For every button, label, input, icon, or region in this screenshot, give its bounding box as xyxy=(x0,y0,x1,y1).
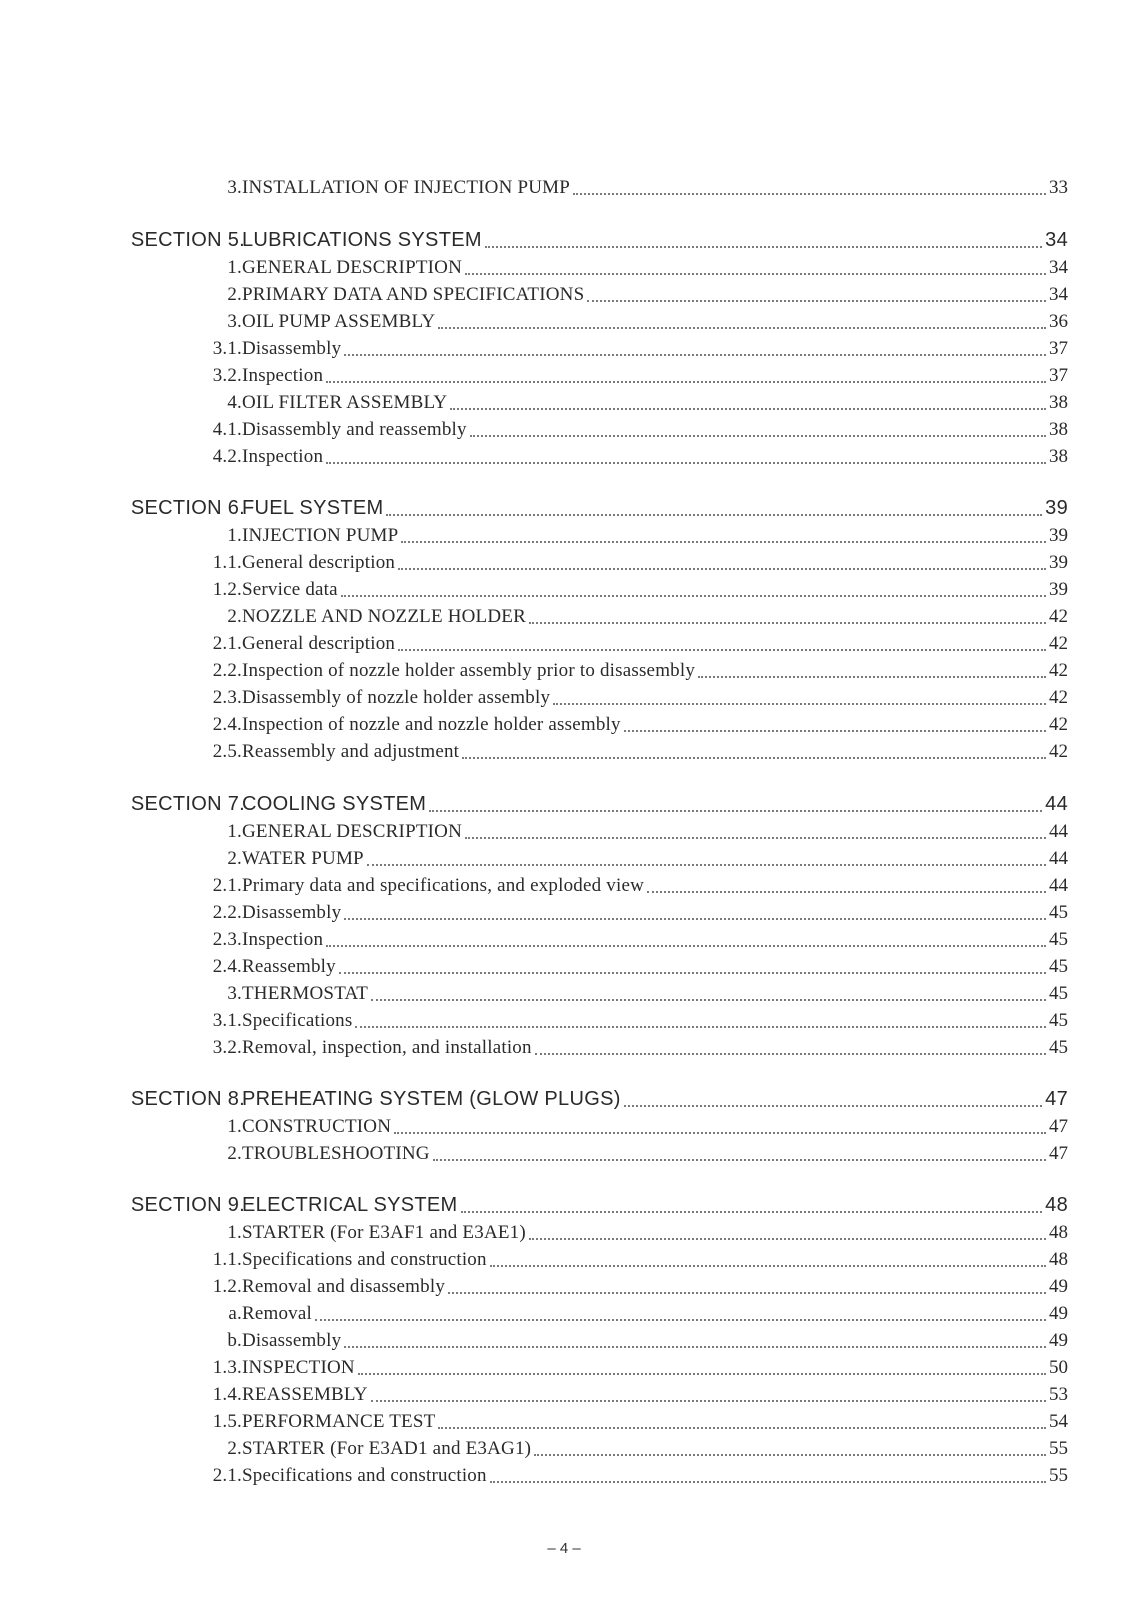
toc-section-heading xyxy=(0,497,1128,523)
toc-entry-number: 1.3. xyxy=(212,1357,242,1378)
toc-entry-title: CONSTRUCTION xyxy=(242,1116,392,1137)
toc-entry-body xyxy=(242,1194,1068,1217)
dot-leader xyxy=(490,1481,1046,1483)
toc-entry-page: 45 xyxy=(1049,956,1068,977)
toc-entry-number: 2. xyxy=(227,1438,242,1459)
toc-entry-body xyxy=(242,1276,1068,1298)
toc-entry-page: 34 xyxy=(1045,229,1068,251)
dot-leader xyxy=(462,757,1046,759)
toc-entry-title: ELECTRICAL SYSTEM xyxy=(242,1194,458,1216)
dot-leader xyxy=(465,837,1046,839)
dot-leader xyxy=(647,891,1046,893)
toc-entry-body xyxy=(242,821,1068,843)
dot-leader xyxy=(344,918,1046,920)
toc-entry-number: 1. xyxy=(227,821,242,842)
toc-entry-number: 1.1. xyxy=(212,552,242,573)
toc-entry xyxy=(0,1221,1128,1247)
toc-entry-title: Removal and disassembly xyxy=(242,1276,446,1297)
toc-entry xyxy=(0,901,1128,927)
toc-entry-title: STARTER (For E3AF1 and E3AE1) xyxy=(242,1222,526,1243)
toc-entry-body xyxy=(242,741,1068,763)
toc-entry-page: 42 xyxy=(1049,714,1068,735)
toc-entry-page: 49 xyxy=(1049,1330,1068,1351)
toc-entry xyxy=(0,874,1128,900)
toc-entry-title: INSTALLATION OF INJECTION PUMP xyxy=(242,177,571,198)
toc-entry-body xyxy=(242,687,1068,709)
toc-entry xyxy=(0,1115,1128,1141)
toc-entry xyxy=(0,1248,1128,1274)
dot-leader xyxy=(573,193,1046,195)
toc-entry-page: 39 xyxy=(1045,497,1068,519)
dot-leader xyxy=(433,1159,1046,1161)
toc-entry-body xyxy=(242,284,1068,306)
toc-entry-page: 54 xyxy=(1049,1411,1068,1432)
toc-section-heading xyxy=(0,1088,1128,1114)
toc-entry-number: 1.1. xyxy=(212,1249,242,1270)
toc-entry-title: PERFORMANCE TEST xyxy=(242,1411,436,1432)
toc-entry-body xyxy=(242,1411,1068,1433)
toc-entry-page: 33 xyxy=(1049,177,1068,198)
toc-entry-title: FUEL SYSTEM xyxy=(242,497,384,519)
toc-entry-number: 2. xyxy=(227,284,242,305)
toc-entry-page: 44 xyxy=(1045,793,1068,815)
toc-entry-body xyxy=(242,419,1068,441)
toc-entry-number: 3. xyxy=(227,177,242,198)
toc-entry-number: b. xyxy=(227,1330,242,1351)
toc-entry-title: Inspection xyxy=(242,929,324,950)
toc-entry-page: 42 xyxy=(1049,741,1068,762)
toc-entry-number: 2.3. xyxy=(212,929,242,950)
page-number-footer: – 4 – xyxy=(547,1540,581,1557)
toc-entry-body xyxy=(242,1037,1068,1059)
toc-entry-number: 1. xyxy=(227,525,242,546)
dot-leader xyxy=(344,354,1046,356)
toc-entry-body xyxy=(242,902,1068,924)
toc-entry-title: Inspection xyxy=(242,365,324,386)
toc-entry-body xyxy=(242,1222,1068,1244)
toc-entry xyxy=(0,1410,1128,1436)
toc-entry xyxy=(0,1437,1128,1463)
toc-entry xyxy=(0,928,1128,954)
toc-entry-title: THERMOSTAT xyxy=(242,983,369,1004)
toc-entry-number: 1. xyxy=(227,1116,242,1137)
toc-entry-body xyxy=(242,525,1068,547)
toc-entry-number: 3. xyxy=(227,983,242,1004)
toc-entry-title: General description xyxy=(242,633,396,654)
toc-entry-body xyxy=(242,714,1068,736)
dot-leader xyxy=(341,595,1046,597)
dot-leader xyxy=(429,810,1042,812)
toc-entry-number: 3.1. xyxy=(212,338,242,359)
dot-leader xyxy=(398,568,1046,570)
toc-entry-number: 2.4. xyxy=(212,714,242,735)
toc-entry-number: 3.2. xyxy=(212,365,242,386)
toc-entry-body xyxy=(242,1465,1068,1487)
toc-entry-body xyxy=(242,1384,1068,1406)
dot-leader xyxy=(529,622,1046,624)
toc-entry-body xyxy=(242,633,1068,655)
toc-entry-number: 2.3. xyxy=(212,687,242,708)
toc-entry-body xyxy=(242,311,1068,333)
dot-leader xyxy=(371,999,1046,1001)
toc-entry xyxy=(0,551,1128,577)
toc-entry-title: STARTER (For E3AD1 and E3AG1) xyxy=(242,1438,532,1459)
toc-entry xyxy=(0,847,1128,873)
toc-section-heading xyxy=(0,793,1128,819)
toc-entry xyxy=(0,982,1128,1008)
toc-entry-page: 42 xyxy=(1049,687,1068,708)
toc-entry-body xyxy=(242,1303,1068,1325)
dot-leader xyxy=(553,703,1046,705)
dot-leader xyxy=(398,649,1046,651)
toc-entry-title: TROUBLESHOOTING xyxy=(242,1143,430,1164)
toc-entry-page: 48 xyxy=(1049,1249,1068,1270)
dot-leader xyxy=(326,945,1046,947)
toc-entry-title: Specifications and construction xyxy=(242,1249,487,1270)
dot-leader xyxy=(461,1211,1043,1213)
toc-entry-title: Disassembly and reassembly xyxy=(242,419,467,440)
toc-entry xyxy=(0,820,1128,846)
dot-leader xyxy=(394,1132,1046,1134)
toc-entry-page: 44 xyxy=(1049,848,1068,869)
toc-entry xyxy=(0,1302,1128,1328)
toc-entry-body xyxy=(242,1088,1068,1111)
dot-leader xyxy=(438,1427,1046,1429)
toc-entry-title: Removal xyxy=(242,1303,312,1324)
toc-entry-number: SECTION 5. xyxy=(130,229,245,251)
toc-entry xyxy=(0,659,1128,685)
toc-entry-number: 3.1. xyxy=(212,1010,242,1031)
toc-section-heading xyxy=(0,229,1128,255)
toc-entry-number: 3. xyxy=(227,311,242,332)
toc-entry-title: NOZZLE AND NOZZLE HOLDER xyxy=(242,606,526,627)
toc-entry-body xyxy=(242,229,1068,252)
toc-entry-number: 2.2. xyxy=(212,902,242,923)
toc-entry-body xyxy=(242,446,1068,468)
dot-leader xyxy=(386,514,1042,516)
toc-entry xyxy=(0,391,1128,417)
toc-entry-body xyxy=(242,1249,1068,1271)
dot-leader xyxy=(529,1238,1046,1240)
toc-entry xyxy=(0,1356,1128,1382)
toc-entry-page: 38 xyxy=(1049,446,1068,467)
toc-entry-page: 42 xyxy=(1049,660,1068,681)
toc-entry-page: 38 xyxy=(1049,419,1068,440)
toc-entry-page: 45 xyxy=(1049,1037,1068,1058)
toc-entry-page: 55 xyxy=(1049,1438,1068,1459)
toc-entry-page: 44 xyxy=(1049,875,1068,896)
toc-entry-title: INSPECTION xyxy=(242,1357,355,1378)
dot-leader xyxy=(401,541,1046,543)
dot-leader xyxy=(587,300,1046,302)
toc-entry-number: 4.1. xyxy=(212,419,242,440)
toc-entry xyxy=(0,1036,1128,1062)
toc-entry-body xyxy=(242,338,1068,360)
dot-leader xyxy=(535,1053,1046,1055)
toc-entry xyxy=(0,955,1128,981)
toc-entry-title: REASSEMBLY xyxy=(242,1384,368,1405)
dot-leader xyxy=(355,1026,1046,1028)
toc-entry-page: 39 xyxy=(1049,552,1068,573)
toc-entry-number: 2. xyxy=(227,848,242,869)
toc-entry xyxy=(0,256,1128,282)
toc-entry xyxy=(0,605,1128,631)
dot-leader xyxy=(344,1346,1046,1348)
toc-entry-title: INJECTION PUMP xyxy=(242,525,399,546)
dot-leader xyxy=(624,730,1046,732)
toc-entry-page: 37 xyxy=(1049,338,1068,359)
dot-leader xyxy=(485,246,1042,248)
toc-entry-number: SECTION 9. xyxy=(130,1194,245,1216)
dot-leader xyxy=(438,327,1046,329)
dot-leader xyxy=(698,676,1046,678)
toc-entry-body xyxy=(242,1010,1068,1032)
toc-entry-title: OIL FILTER ASSEMBLY xyxy=(242,392,448,413)
toc-entry-page: 38 xyxy=(1049,392,1068,413)
toc-entry-body xyxy=(242,579,1068,601)
toc-entry-number: 1. xyxy=(227,1222,242,1243)
toc-entry-number: 3.2. xyxy=(212,1037,242,1058)
toc-entry xyxy=(0,1464,1128,1490)
toc-entry-body xyxy=(242,1116,1068,1138)
toc-entry xyxy=(0,1009,1128,1035)
dot-leader xyxy=(326,462,1046,464)
toc-entry-body xyxy=(242,1357,1068,1379)
toc-entry xyxy=(0,337,1128,363)
toc-entry-number: 2. xyxy=(227,1143,242,1164)
toc-entry-body xyxy=(242,365,1068,387)
toc-entry-body xyxy=(242,929,1068,951)
toc-entry-page: 39 xyxy=(1049,525,1068,546)
toc-entry-number: 2.1. xyxy=(212,1465,242,1486)
toc-entry-page: 34 xyxy=(1049,257,1068,278)
toc-entry-body xyxy=(242,257,1068,279)
toc-entry-body xyxy=(242,660,1068,682)
toc-entry-page: 47 xyxy=(1045,1088,1068,1110)
toc-entry-title: Disassembly xyxy=(242,338,342,359)
toc-entry-number: 1.5. xyxy=(212,1411,242,1432)
toc-entry xyxy=(0,524,1128,550)
toc-entry-body xyxy=(242,497,1068,520)
toc-entry-body xyxy=(242,552,1068,574)
toc-entry xyxy=(0,1329,1128,1355)
dot-leader xyxy=(326,381,1046,383)
toc-entry-page: 45 xyxy=(1049,902,1068,923)
toc-entry-page: 49 xyxy=(1049,1276,1068,1297)
toc-entry-number: 2.2. xyxy=(212,660,242,681)
dot-leader xyxy=(448,1292,1046,1294)
toc-entry-page: 47 xyxy=(1049,1116,1068,1137)
toc-entry xyxy=(0,1383,1128,1409)
toc-entry xyxy=(0,176,1128,202)
toc-entry-title: Disassembly xyxy=(242,902,342,923)
toc-entry-title: GENERAL DESCRIPTION xyxy=(242,821,463,842)
toc-entry-page: 45 xyxy=(1049,1010,1068,1031)
toc-entry-page: 47 xyxy=(1049,1143,1068,1164)
toc-entry-body xyxy=(242,956,1068,978)
toc-entry xyxy=(0,740,1128,766)
toc-entry-number: 1. xyxy=(227,257,242,278)
toc-entry-page: 45 xyxy=(1049,983,1068,1004)
toc-entry-title: Inspection of nozzle and nozzle holder assembly xyxy=(242,714,621,735)
toc-entry-title: Service data xyxy=(242,579,338,600)
toc-entry-title: Primary data and specifications, and exploded view xyxy=(242,875,645,896)
toc-entry xyxy=(0,1142,1128,1168)
toc-entry-body xyxy=(242,606,1068,628)
toc-entry-number: 4. xyxy=(227,392,242,413)
toc-entry-number: 1.4. xyxy=(212,1384,242,1405)
toc-entry-title: PRIMARY DATA AND SPECIFICATIONS xyxy=(242,284,585,305)
toc-entry xyxy=(0,445,1128,471)
toc-entry-title: PREHEATING SYSTEM (GLOW PLUGS) xyxy=(242,1088,621,1110)
dot-leader xyxy=(470,435,1046,437)
toc-entry-page: 42 xyxy=(1049,606,1068,627)
toc-entry xyxy=(0,418,1128,444)
toc-entry-page: 37 xyxy=(1049,365,1068,386)
toc-entry-page: 48 xyxy=(1049,1222,1068,1243)
toc-entry xyxy=(0,310,1128,336)
toc-entry-title: Specifications xyxy=(242,1010,353,1031)
toc-entry-number: SECTION 7. xyxy=(130,793,245,815)
toc-entry-number: SECTION 6. xyxy=(130,497,245,519)
toc-entry-page: 42 xyxy=(1049,633,1068,654)
toc-entry-number: 2.4. xyxy=(212,956,242,977)
toc-entry-body xyxy=(242,848,1068,870)
dot-leader xyxy=(624,1105,1042,1107)
toc-entry-number: 2. xyxy=(227,606,242,627)
toc-entry-body xyxy=(242,177,1068,199)
toc-entry xyxy=(0,283,1128,309)
toc-entry-title: Reassembly xyxy=(242,956,336,977)
toc-entry-number: 4.2. xyxy=(212,446,242,467)
toc-entry-body xyxy=(242,392,1068,414)
toc-entry-title: Inspection of nozzle holder assembly prior to disassembly xyxy=(242,660,696,681)
toc-entry-title: OIL PUMP ASSEMBLY xyxy=(242,311,436,332)
toc-entry xyxy=(0,578,1128,604)
toc-entry-title: General description xyxy=(242,552,396,573)
toc-entry-number: 2.1. xyxy=(212,875,242,896)
toc-entry-title: GENERAL DESCRIPTION xyxy=(242,257,463,278)
toc-entry xyxy=(0,1275,1128,1301)
toc-entry-page: 50 xyxy=(1049,1357,1068,1378)
toc-entry-number: 2.1. xyxy=(212,633,242,654)
toc-entry-page: 39 xyxy=(1049,579,1068,600)
toc-entry-number: 1.2. xyxy=(212,579,242,600)
toc-entry-body xyxy=(242,983,1068,1005)
dot-leader xyxy=(358,1373,1046,1375)
toc-entry-title: Disassembly xyxy=(242,1330,342,1351)
toc-entry xyxy=(0,713,1128,739)
toc-entry-title: WATER PUMP xyxy=(242,848,364,869)
toc-entry-page: 48 xyxy=(1045,1194,1068,1216)
toc-entry-page: 34 xyxy=(1049,284,1068,305)
toc-entry-title: Inspection xyxy=(242,446,324,467)
dot-leader xyxy=(339,972,1046,974)
dot-leader xyxy=(490,1265,1046,1267)
toc-section-heading xyxy=(0,1194,1128,1220)
toc-entry-title: Disassembly of nozzle holder assembly xyxy=(242,687,551,708)
toc-entry xyxy=(0,364,1128,390)
toc-entry-number: 2.5. xyxy=(212,741,242,762)
dot-leader xyxy=(534,1454,1046,1456)
dot-leader xyxy=(465,273,1046,275)
dot-leader xyxy=(367,864,1046,866)
toc-entry-number: 1.2. xyxy=(212,1276,242,1297)
toc-entry-title: LUBRICATIONS SYSTEM xyxy=(242,229,482,251)
toc-entry xyxy=(0,632,1128,658)
toc-entry-body xyxy=(242,875,1068,897)
toc-entry-page: 44 xyxy=(1049,821,1068,842)
toc-entry-title: Reassembly and adjustment xyxy=(242,741,460,762)
toc-entry-number: a. xyxy=(228,1303,242,1324)
toc-entry-page: 49 xyxy=(1049,1303,1068,1324)
toc-entry-page: 53 xyxy=(1049,1384,1068,1405)
toc-entry-title: Specifications and construction xyxy=(242,1465,487,1486)
toc-entry-number: SECTION 8. xyxy=(130,1088,245,1110)
toc-entry-title: Removal, inspection, and installation xyxy=(242,1037,532,1058)
dot-leader xyxy=(371,1400,1046,1402)
toc-entry-body xyxy=(242,1330,1068,1352)
toc-entry-body xyxy=(242,1438,1068,1460)
toc-entry-body xyxy=(242,1143,1068,1165)
toc-entry-page: 45 xyxy=(1049,929,1068,950)
toc-entry-page: 55 xyxy=(1049,1465,1068,1486)
toc-entry-body xyxy=(242,793,1068,816)
toc-entry-page: 36 xyxy=(1049,311,1068,332)
dot-leader xyxy=(315,1319,1046,1321)
dot-leader xyxy=(450,408,1046,410)
toc-entry-title: COOLING SYSTEM xyxy=(242,793,427,815)
toc-entry xyxy=(0,686,1128,712)
